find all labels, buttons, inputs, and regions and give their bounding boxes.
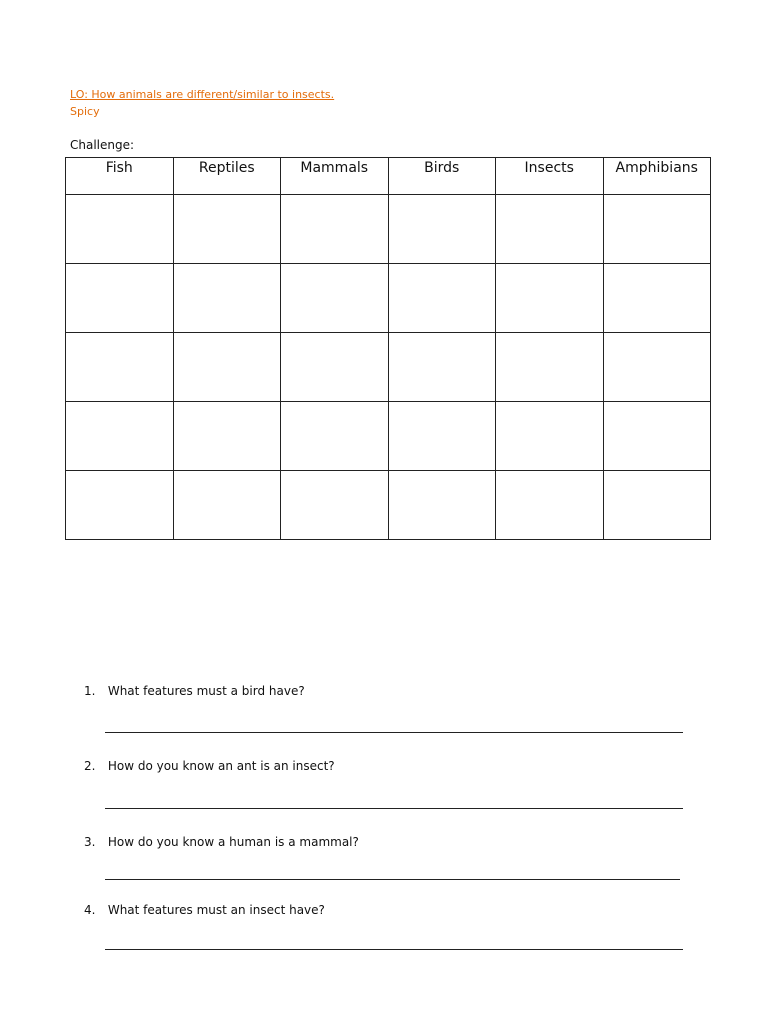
question-number: 2. bbox=[84, 759, 96, 773]
table-cell[interactable] bbox=[388, 195, 496, 264]
question-text: How do you know a human is a mammal? bbox=[107, 835, 359, 849]
table-cell[interactable] bbox=[281, 333, 389, 402]
answer-line[interactable] bbox=[105, 732, 683, 733]
difficulty-level: Spicy bbox=[70, 105, 100, 118]
table-cell[interactable] bbox=[173, 333, 281, 402]
column-header-amphibians: Amphibians bbox=[603, 158, 711, 195]
table-cell[interactable] bbox=[388, 264, 496, 333]
table-cell[interactable] bbox=[496, 195, 604, 264]
question-text: What features must a bird have? bbox=[107, 684, 305, 698]
answer-line[interactable] bbox=[105, 949, 683, 950]
table-cell[interactable] bbox=[173, 264, 281, 333]
table-cell[interactable] bbox=[603, 333, 711, 402]
column-header-insects: Insects bbox=[496, 158, 604, 195]
table-cell[interactable] bbox=[281, 471, 389, 540]
answer-line[interactable] bbox=[105, 808, 683, 809]
question-item bbox=[84, 759, 335, 773]
table-header-row bbox=[66, 158, 711, 195]
column-header-reptiles: Reptiles bbox=[173, 158, 281, 195]
question-number: 4. bbox=[84, 903, 96, 917]
table-cell[interactable] bbox=[603, 471, 711, 540]
animal-classification-table bbox=[65, 157, 711, 540]
column-header-mammals: Mammals bbox=[281, 158, 389, 195]
question-item bbox=[84, 684, 305, 698]
question-item bbox=[84, 835, 359, 849]
table-cell[interactable] bbox=[281, 402, 389, 471]
question-text: What features must an insect have? bbox=[107, 903, 325, 917]
column-header-birds: Birds bbox=[388, 158, 496, 195]
learning-objective: LO: How animals are different/similar to insects. bbox=[70, 88, 335, 101]
table-cell[interactable] bbox=[281, 264, 389, 333]
table-cell[interactable] bbox=[388, 471, 496, 540]
column-header-fish: Fish bbox=[66, 158, 174, 195]
table-row bbox=[66, 471, 711, 540]
table-cell[interactable] bbox=[281, 195, 389, 264]
challenge-label: Challenge: bbox=[70, 138, 135, 152]
table-cell[interactable] bbox=[173, 402, 281, 471]
table-cell[interactable] bbox=[388, 333, 496, 402]
table-row bbox=[66, 333, 711, 402]
table-cell[interactable] bbox=[603, 264, 711, 333]
table-cell[interactable] bbox=[603, 195, 711, 264]
table-cell[interactable] bbox=[496, 264, 604, 333]
table-cell[interactable] bbox=[173, 471, 281, 540]
table-cell[interactable] bbox=[603, 402, 711, 471]
table-cell[interactable] bbox=[496, 402, 604, 471]
table-cell[interactable] bbox=[66, 195, 174, 264]
table-cell[interactable] bbox=[173, 195, 281, 264]
table-cell[interactable] bbox=[66, 402, 174, 471]
table-cell[interactable] bbox=[66, 471, 174, 540]
table-row bbox=[66, 402, 711, 471]
table-cell[interactable] bbox=[496, 333, 604, 402]
table-cell[interactable] bbox=[388, 402, 496, 471]
question-number: 3. bbox=[84, 835, 96, 849]
table-row bbox=[66, 195, 711, 264]
table-cell[interactable] bbox=[496, 471, 604, 540]
question-number: 1. bbox=[84, 684, 96, 698]
question-text: How do you know an ant is an insect? bbox=[107, 759, 335, 773]
answer-line[interactable] bbox=[105, 879, 680, 880]
table-cell[interactable] bbox=[66, 264, 174, 333]
table-row bbox=[66, 264, 711, 333]
table-cell[interactable] bbox=[66, 333, 174, 402]
question-item bbox=[84, 903, 325, 917]
